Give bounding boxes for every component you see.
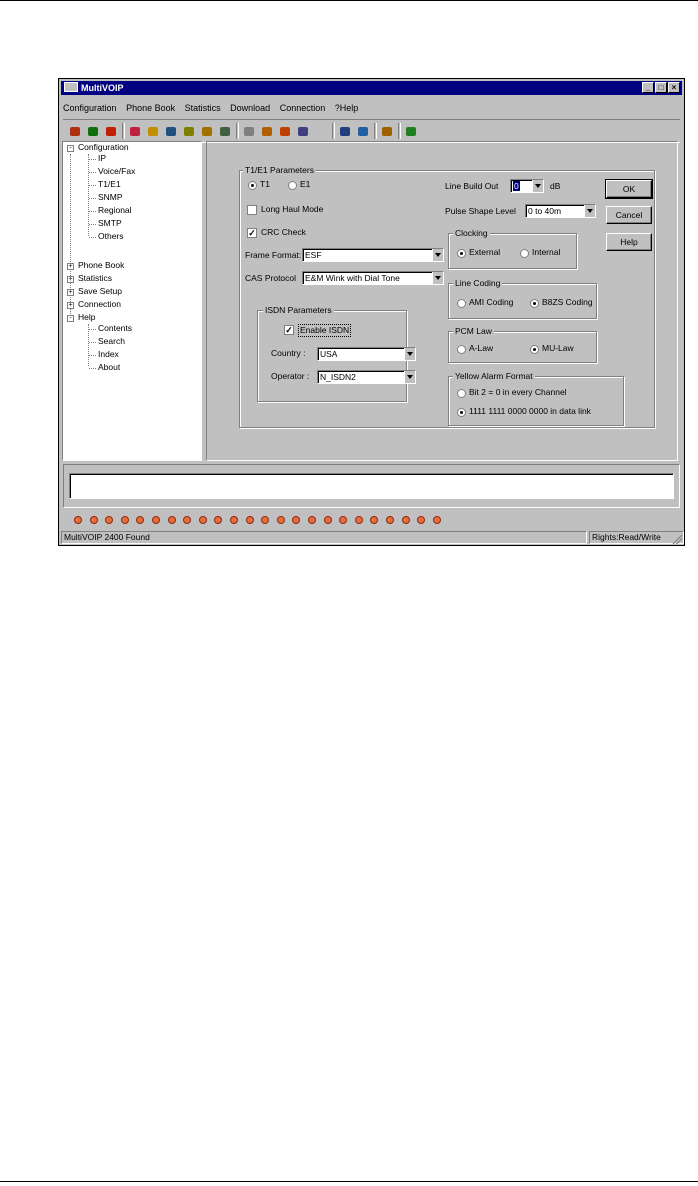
frame-format-label: Frame Format:: [245, 250, 302, 260]
channel-led: [74, 516, 82, 524]
tree-connector: [89, 172, 96, 173]
clocking-external-radio[interactable]: [457, 249, 466, 258]
tree-connector: [89, 368, 96, 369]
connect-icon[interactable]: [403, 124, 419, 139]
toolbar-separator: [398, 123, 401, 139]
voice-fax-icon-glyph: [88, 127, 98, 136]
channel-led: [386, 516, 394, 524]
clocking-internal-label: Internal: [532, 247, 561, 257]
chevron-down-icon: [404, 348, 415, 360]
download-factory-icon-glyph: [298, 127, 308, 136]
tree-connector: [89, 237, 96, 238]
country-label: Country :: [271, 348, 306, 358]
minimize-icon[interactable]: _: [642, 82, 654, 93]
tree-item-t1e1[interactable]: T1/E1: [98, 179, 121, 189]
tree-phone-book[interactable]: Phone Book: [78, 260, 125, 270]
download-firmware-icon-glyph: [280, 127, 290, 136]
channel-led: [261, 516, 269, 524]
smtp-icon[interactable]: [163, 124, 179, 139]
frame-format-select[interactable]: [302, 248, 444, 262]
channel-led: [121, 516, 129, 524]
call-progress-icon[interactable]: [217, 124, 233, 139]
mu-law-label: MU-Law: [542, 343, 574, 353]
long-haul-checkbox[interactable]: [247, 205, 257, 215]
ami-coding-label: AMI Coding: [469, 297, 514, 307]
tree-item-snmp[interactable]: SNMP: [98, 192, 123, 202]
b8zs-coding-radio[interactable]: [530, 299, 539, 308]
voice-fax-icon[interactable]: [85, 124, 101, 139]
toolbar: [63, 119, 680, 143]
yellow-alarm-datalink-label: 1111 1111 0000 0000 in data link: [469, 406, 591, 416]
tree-help-line: [88, 324, 89, 366]
pulse-shape-select[interactable]: [525, 204, 596, 218]
page-top-rule: [0, 0, 698, 1]
chevron-down-icon: [432, 249, 443, 261]
message-area: [63, 464, 680, 508]
channel-led: [355, 516, 363, 524]
graph-icon[interactable]: [355, 124, 371, 139]
pcm-law-title: PCM Law: [455, 326, 492, 336]
menu-bar: [63, 101, 365, 115]
logs-icon[interactable]: [241, 124, 257, 139]
yellow-alarm-bit2-radio[interactable]: [457, 389, 466, 398]
status-message: MultiVOIP 2400 Found: [61, 531, 587, 544]
toolbar-separator: [122, 123, 125, 139]
call-progress-icon-glyph: [220, 127, 230, 136]
operator-label: Operator :: [271, 371, 310, 381]
download-factory-icon[interactable]: [295, 124, 311, 139]
line-build-out-value: 0: [514, 181, 519, 191]
print-icon-glyph: [382, 127, 392, 136]
channel-led: [105, 516, 113, 524]
crc-checkbox[interactable]: ✓: [248, 228, 256, 238]
menu-configuration[interactable]: Configuration: [63, 103, 117, 113]
collapse-icon[interactable]: -: [67, 145, 74, 152]
save-setup-icon[interactable]: [259, 124, 275, 139]
cas-protocol-value: E&M Wink with Dial Tone: [305, 273, 400, 283]
line-build-out-label: Line Build Out: [445, 181, 499, 191]
a-law-label: A-Law: [469, 343, 494, 353]
frame-format-value: ESF: [305, 250, 322, 260]
help-button[interactable]: Help: [606, 233, 652, 251]
channel-led: [402, 516, 410, 524]
operator-value: N_ISDN2: [320, 372, 356, 382]
chevron-down-icon: [404, 371, 415, 383]
long-haul-label: Long Haul Mode: [261, 204, 324, 214]
stats-icon-glyph: [340, 127, 350, 136]
regional-icon[interactable]: [145, 124, 161, 139]
status-bar: [61, 531, 682, 544]
menu-connection[interactable]: Connection: [279, 103, 326, 113]
clocking-internal-radio[interactable]: [520, 249, 529, 258]
snmp-icon[interactable]: [127, 124, 143, 139]
tree-connector: [89, 355, 96, 356]
enable-isdn-checkbox[interactable]: ✓: [285, 325, 293, 335]
resize-grip-icon[interactable]: [671, 533, 682, 544]
logs-icon-glyph: [244, 127, 254, 136]
yellow-alarm-title: Yellow Alarm Format: [455, 371, 533, 381]
expand-icon[interactable]: +: [68, 289, 73, 296]
maximize-icon[interactable]: □: [655, 82, 667, 93]
channel-led: [90, 516, 98, 524]
tree-item-others[interactable]: Others: [98, 231, 124, 241]
channel-led: [199, 516, 207, 524]
message-box: [69, 473, 674, 499]
tree-save-setup[interactable]: Save Setup: [78, 286, 122, 296]
smtp-icon-glyph: [166, 127, 176, 136]
pulse-shape-label: Pulse Shape Level: [445, 206, 516, 216]
yellow-alarm-datalink-radio[interactable]: [457, 408, 466, 417]
menu-download[interactable]: Download: [230, 103, 271, 113]
app-window: [58, 78, 685, 546]
channel-led: [152, 516, 160, 524]
stats-icon[interactable]: [337, 124, 353, 139]
t1e1-icon-glyph: [106, 127, 116, 136]
country-select[interactable]: [317, 347, 416, 361]
collapse-icon[interactable]: -: [67, 315, 74, 322]
channel-led: [214, 516, 222, 524]
tree-item-search[interactable]: Search: [98, 336, 125, 346]
page-bottom-rule: [0, 1181, 698, 1182]
e1-radio[interactable]: [288, 181, 297, 190]
channel-led: [370, 516, 378, 524]
tree-connector: [89, 185, 96, 186]
ok-button[interactable]: OK: [606, 180, 652, 198]
line-build-out-select[interactable]: [510, 179, 544, 193]
toolbar-separator: [374, 123, 377, 139]
t1e1-group-title: T1/E1 Parameters: [245, 165, 314, 175]
download-firmware-icon[interactable]: [277, 124, 293, 139]
channel-led: [433, 516, 441, 524]
e1-label: E1: [300, 179, 311, 189]
ami-coding-radio[interactable]: [457, 299, 466, 308]
b8zs-coding-label: B8ZS Coding: [542, 297, 593, 307]
phone-book-in-icon-glyph: [202, 127, 212, 136]
close-icon[interactable]: ×: [668, 82, 680, 93]
cas-protocol-select[interactable]: [302, 271, 444, 285]
clocking-external-label: External: [469, 247, 501, 257]
mu-law-radio[interactable]: [530, 345, 539, 354]
enable-isdn-label: Enable ISDN: [300, 325, 350, 335]
channel-led: [308, 516, 316, 524]
country-value: USA: [320, 349, 338, 359]
t1-radio[interactable]: [248, 181, 257, 190]
toolbar-separator: [236, 123, 239, 139]
tree-connector: [89, 342, 96, 343]
connect-icon-glyph: [406, 127, 416, 136]
line-build-out-unit: dB: [550, 181, 561, 191]
download-cas-icon-glyph: [316, 127, 326, 136]
pulse-shape-value: 0 to 40m: [528, 206, 562, 216]
tree-item-index[interactable]: Index: [98, 349, 119, 359]
status-rights: Rights:Read/Write: [589, 531, 684, 544]
channel-led: [277, 516, 285, 524]
channel-led: [136, 516, 144, 524]
phone-book-in-icon[interactable]: [199, 124, 215, 139]
menu-statistics[interactable]: Statistics: [184, 103, 221, 113]
yellow-alarm-group: [448, 376, 624, 426]
tree-connector: [89, 159, 96, 160]
title-bar: [61, 81, 682, 95]
tree-statistics[interactable]: Statistics: [78, 273, 113, 283]
window-controls: [641, 82, 680, 94]
window-title: MultiVOIP: [81, 83, 124, 93]
expand-icon[interactable]: +: [68, 263, 73, 270]
t1e1-panel: [206, 141, 678, 461]
tree-configuration[interactable]: Configuration: [78, 142, 129, 152]
channel-led: [230, 516, 238, 524]
tree-connector: [89, 329, 96, 330]
download-cas-icon[interactable]: [313, 124, 329, 139]
tree-item-ip[interactable]: IP: [98, 153, 107, 163]
operator-select[interactable]: [317, 370, 416, 384]
tree-item-about[interactable]: About: [98, 362, 121, 372]
tree-help[interactable]: Help: [78, 312, 96, 322]
toolbar-separator: [332, 123, 335, 139]
cancel-button[interactable]: Cancel: [606, 206, 652, 224]
graph-icon-glyph: [358, 127, 368, 136]
isdn-group-title: ISDN Parameters: [265, 305, 332, 315]
expand-icon[interactable]: +: [68, 302, 73, 309]
regional-icon-glyph: [148, 127, 158, 136]
channel-led: [339, 516, 347, 524]
t1e1-icon[interactable]: [103, 124, 119, 139]
phone-book-out-icon-glyph: [184, 127, 194, 136]
navigation-tree: [62, 141, 202, 461]
tree-connector: [89, 211, 96, 212]
clocking-title: Clocking: [455, 228, 488, 238]
menu-phone-book[interactable]: Phone Book: [126, 103, 176, 113]
t1-label: T1: [260, 179, 270, 189]
tree-connection[interactable]: Connection: [78, 299, 122, 309]
tree-item-voice-fax[interactable]: Voice/Fax: [98, 166, 136, 176]
channel-led: [168, 516, 176, 524]
ip-icon-glyph: [70, 127, 80, 136]
tree-item-regional[interactable]: Regional: [98, 205, 132, 215]
print-icon[interactable]: [379, 124, 395, 139]
chevron-down-icon: [532, 180, 543, 192]
tree-connector: [89, 198, 96, 199]
menu-help[interactable]: ?Help: [334, 103, 359, 113]
crc-label: CRC Check: [261, 227, 306, 237]
channel-led: [324, 516, 332, 524]
channel-led: [417, 516, 425, 524]
channel-led: [183, 516, 191, 524]
tree-item-smtp[interactable]: SMTP: [98, 218, 122, 228]
tree-item-contents[interactable]: Contents: [98, 323, 133, 333]
yellow-alarm-bit2-label: Bit 2 = 0 in every Channel: [469, 387, 567, 397]
chevron-down-icon: [432, 272, 443, 284]
line-coding-title: Line Coding: [455, 278, 501, 288]
phone-book-out-icon[interactable]: [181, 124, 197, 139]
channel-led: [246, 516, 254, 524]
snmp-icon-glyph: [130, 127, 140, 136]
expand-icon[interactable]: +: [68, 276, 73, 283]
channel-led: [292, 516, 300, 524]
save-setup-icon-glyph: [262, 127, 272, 136]
tree-connector: [89, 224, 96, 225]
chevron-down-icon: [584, 205, 595, 217]
cas-protocol-label: CAS Protocol: [245, 273, 297, 283]
ip-icon[interactable]: [67, 124, 83, 139]
app-icon: [64, 82, 78, 92]
a-law-radio[interactable]: [457, 345, 466, 354]
